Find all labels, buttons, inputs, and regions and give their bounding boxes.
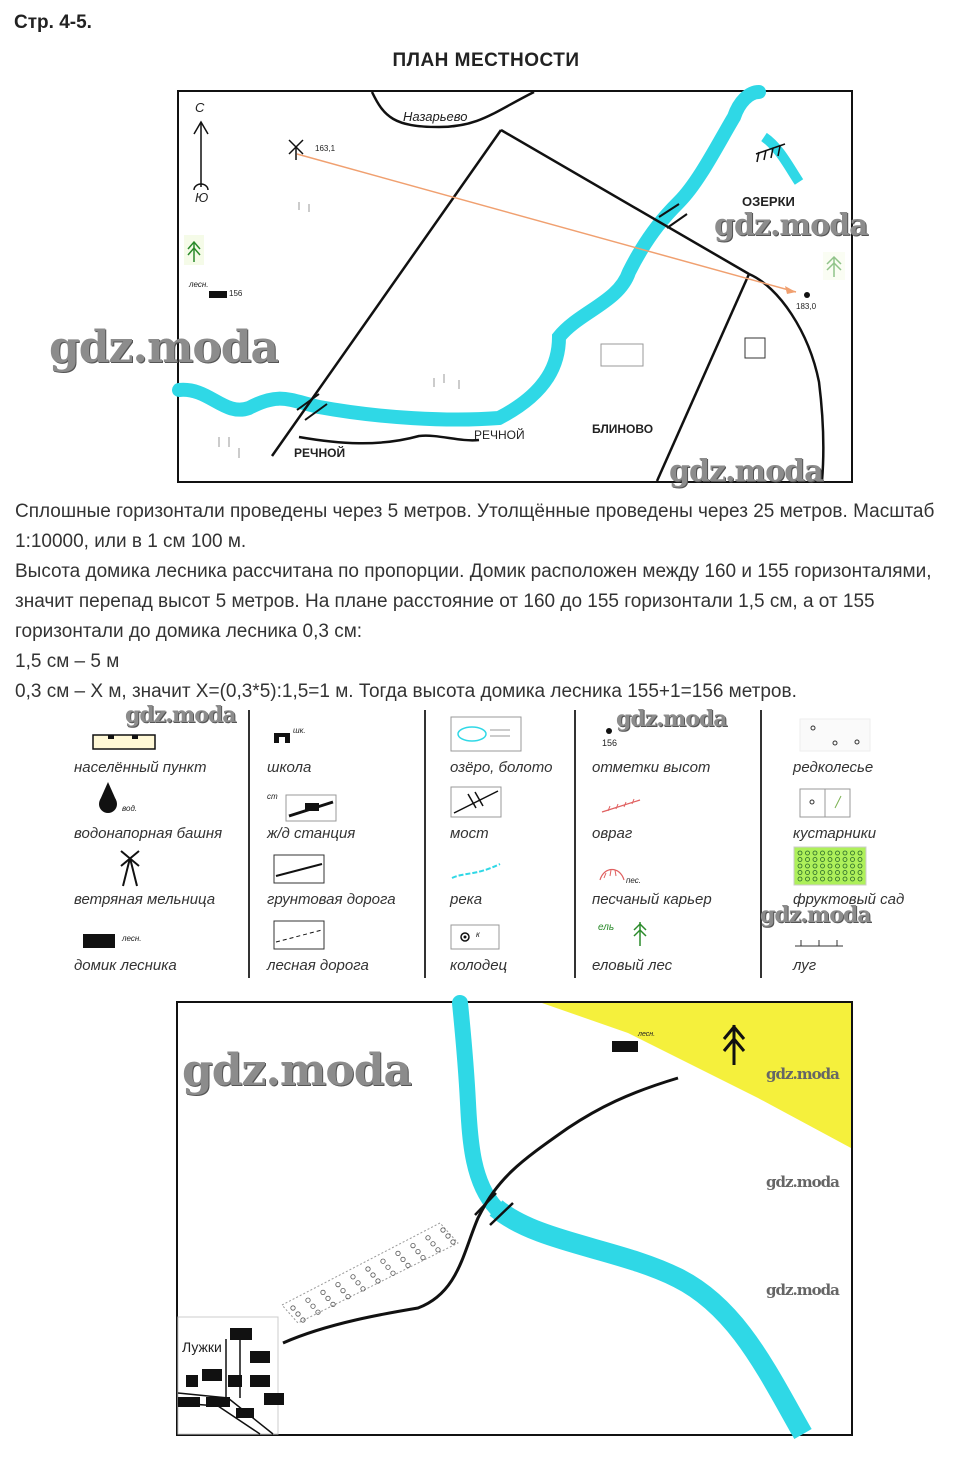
explanation-text (15, 497, 965, 707)
legend-label: песчаный карьер (592, 891, 712, 908)
legend-label: редколесье (793, 759, 874, 776)
legend-label: грунтовая дорога (267, 891, 396, 908)
watermark: gdz.moda (616, 706, 727, 732)
forester-house-icon (612, 1041, 638, 1052)
forester-house-icon (209, 291, 227, 298)
student-plan-map (176, 1001, 853, 1436)
watermark: gdz.moda (760, 902, 871, 928)
orchard-icon (793, 846, 867, 886)
watermark: gdz.moda (49, 322, 279, 373)
legend-item (74, 908, 246, 974)
legend-label: кустарники (793, 825, 877, 842)
legend-label: ветряная мельница (74, 891, 216, 908)
well-mark (745, 338, 765, 358)
legend-divider (574, 710, 576, 978)
legend-label: водонапорная башня (74, 825, 223, 842)
distance-arrowhead (785, 286, 796, 294)
legend-item (267, 710, 422, 776)
legend-item (793, 842, 940, 908)
forester-house-label: лесн. (189, 280, 209, 289)
railway-station-icon (285, 794, 337, 822)
sand-quarry-icon (598, 864, 628, 884)
legend-column-3 (450, 710, 572, 978)
quarry-note: пес. (626, 876, 641, 885)
village-rechnoy-1: РЕЧНОЙ (294, 446, 346, 460)
spruce-icon (823, 252, 845, 280)
river-icon (450, 862, 502, 882)
watermark: gdz.moda (182, 1045, 412, 1096)
legend-column-4 (592, 710, 758, 978)
legend-label: домик лесника (74, 957, 177, 974)
legend-label: река (450, 891, 483, 908)
text-line: 0,3 см – Х м, значит Х=(0,3*5):1,5=1 м. Тогда высота домика лесника 155+1=156 метров. (15, 681, 797, 702)
legend-label: овраг (592, 825, 633, 842)
forester-label: лесн. (638, 1031, 656, 1038)
settlement-icon (92, 732, 156, 750)
compass-north-label: С (195, 100, 205, 115)
station-note: ст (267, 792, 278, 801)
legend-item (74, 842, 246, 908)
watermark: gdz.moda (714, 208, 868, 243)
legend-item (267, 842, 422, 908)
plan-title: ПЛАН МЕСТНОСТИ (392, 50, 580, 71)
spruce-icon-left (184, 235, 204, 265)
height-note: 156 (602, 738, 618, 748)
legend-item (592, 776, 758, 842)
spruce-forest-icon (630, 920, 650, 948)
legend-label: лесная дорога (267, 957, 369, 974)
village-nazaryevo: Назарьево (403, 109, 468, 124)
watermark: gdz.moda (766, 1065, 839, 1083)
road-rechnoy (299, 436, 479, 444)
dirt-road-icon (273, 854, 325, 884)
map-legend (60, 702, 940, 978)
legend-column-5 (793, 710, 940, 978)
water-tower-note: вод. (122, 804, 138, 813)
legend-divider (248, 710, 250, 978)
legend-item (74, 776, 246, 842)
legend-label: школа (267, 759, 312, 776)
legend-item (793, 710, 940, 776)
legend-item (592, 908, 758, 974)
legend-divider (424, 710, 426, 978)
text-line: Сплошные горизонтали проведены через 5 метров. Утолщённые проведены через 25 метров. Масштаб 1:10000, или в 1 см 100 м. (15, 501, 935, 552)
legend-label: отметки высот (592, 759, 711, 776)
page-reference: Стр. 4-5. (14, 12, 92, 33)
legend-column-2 (267, 710, 422, 978)
well-icon (450, 924, 500, 950)
legend-item (267, 908, 422, 974)
village-blinovo: БЛИНОВО (592, 422, 654, 436)
well-note: к (476, 930, 480, 939)
watermark: gdz.moda (766, 1173, 839, 1191)
watermark: gdz.moda (766, 1281, 839, 1299)
terrain-plan-drawing (179, 92, 851, 481)
height-mark-183: 183,0 (796, 302, 817, 311)
river-north (460, 1003, 496, 1208)
text-line: 1,5 см – 5 м (15, 651, 120, 672)
water-tower-icon (96, 780, 124, 816)
legend-item (592, 842, 758, 908)
lake-stream (764, 137, 799, 182)
legend-label: мост (450, 825, 489, 842)
windmill-icon (289, 140, 303, 160)
legend-item (450, 776, 572, 842)
river-south (496, 1208, 803, 1434)
spruce-note: ель (598, 922, 615, 933)
text-line: Высота домика лесника рассчитана по пропорции. Домик расположен между 160 и 155 горизонталями, значит перепад высот 5 метров. На плане расстояние от 160 до 155 горизонтали 1,5 см, а от 155 горизонтали до домика лесника 0,3 см: (15, 561, 932, 642)
watermark: gdz.moda (669, 454, 823, 489)
height-point (804, 292, 810, 298)
legend-divider (760, 710, 762, 978)
orchard-mark (601, 344, 643, 366)
legend-label: озёро, болото (450, 759, 553, 776)
height-point-icon (604, 726, 614, 738)
forest-road-icon (273, 920, 325, 950)
height-mark-156: 156 (229, 289, 243, 298)
legend-label: ж/д станция (267, 825, 356, 842)
school-note: шк. (293, 726, 306, 735)
legend-item (450, 908, 572, 974)
legend-item (450, 710, 572, 776)
ravine-icon (600, 796, 648, 816)
village-ozerki: ОЗЕРКИ (742, 194, 795, 209)
terrain-plan-map (49, 90, 868, 489)
lake-swamp-icon (450, 716, 522, 752)
legend-label: колодец (450, 957, 508, 974)
legend-item (267, 776, 422, 842)
road-south (657, 274, 749, 481)
shrubs-icon (799, 788, 851, 818)
village-luzhki: Лужки (182, 1339, 222, 1355)
forester-note: лесн. (122, 934, 142, 943)
legend-label: луг (793, 957, 817, 974)
sparse-forest-icon (799, 718, 871, 752)
watermark: gdz.moda (125, 702, 236, 728)
forester-house-icon (82, 933, 118, 949)
compass-south-label: Ю (195, 190, 209, 205)
legend-label: еловый лес (592, 957, 673, 974)
legend-label: фруктовый сад (793, 891, 905, 908)
legend-item (793, 776, 940, 842)
school-icon (273, 732, 293, 744)
village-rechnoy-2: РЕЧНОЙ (474, 428, 525, 442)
legend-column-1 (74, 710, 246, 978)
height-mark-163: 163,1 (315, 144, 336, 153)
legend-item (450, 842, 572, 908)
windmill-icon (118, 848, 142, 888)
bridge-icon (450, 786, 502, 818)
legend-label: населённый пункт (74, 759, 207, 776)
meadow-icon (793, 928, 845, 950)
orchard-strip (282, 1223, 458, 1323)
